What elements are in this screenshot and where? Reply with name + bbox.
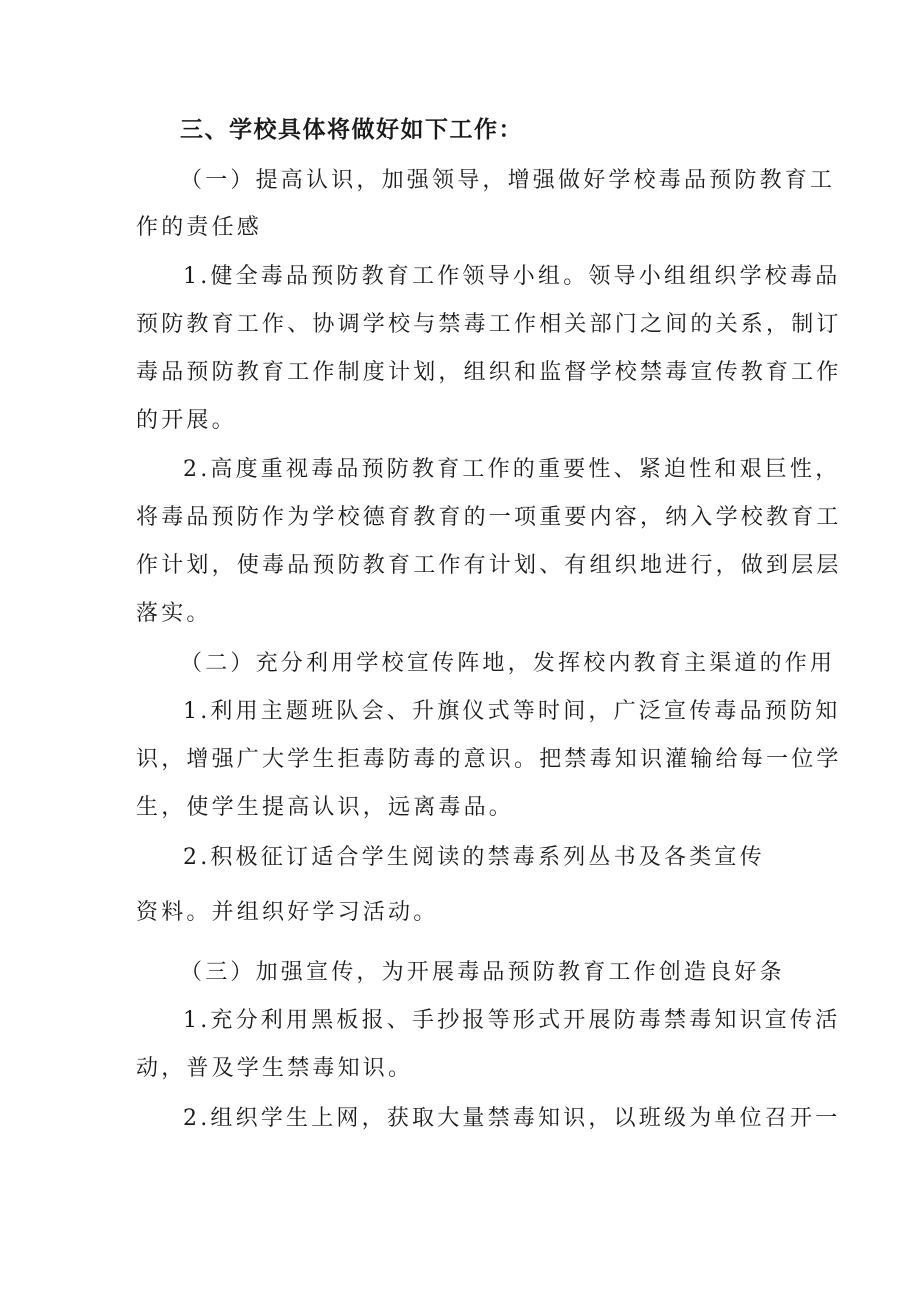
paragraph-3-2-line-1: 2.组织学生上网，获取大量禁毒知识，以班级为单位召开一 <box>183 1106 841 1131</box>
paragraph-1-1-line-1: 1.健全毒品预防教育工作领导小组。领导小组组织学校毒品 <box>183 264 841 289</box>
paragraph-1-1-line-4: 的开展。 <box>136 408 237 433</box>
paragraph-2-2-line-2: 资料。并组织好学习活动。 <box>136 900 439 925</box>
subsection-title-1-line-1: （一）提高认识，加强领导，增强做好学校毒品预防教育工 <box>180 168 836 193</box>
paragraph-1-2-line-1: 2.高度重视毒品预防教育工作的重要性、紧迫性和艰巨性， <box>183 457 841 482</box>
paragraph-2-2-line-1: 2.积极征订适合学生阅读的禁毒系列丛书及各类宣传 <box>183 845 765 870</box>
subsection-title-1-line-2: 作的责任感 <box>136 215 263 240</box>
paragraph-1-1-line-3: 毒品预防教育工作制度计划，组织和监督学校禁毒宣传教育工作 <box>136 360 842 385</box>
section-heading: 三、学校具体将做好如下工作： <box>180 116 523 143</box>
paragraph-3-1-line-2: 动，普及学生禁毒知识。 <box>136 1056 414 1081</box>
paragraph-2-1-line-3: 生，使学生提高认识，远离毒品。 <box>136 795 515 820</box>
paragraph-1-1-line-2: 预防教育工作、协调学校与禁毒工作相关部门之间的关系，制订 <box>136 312 842 337</box>
paragraph-1-2-line-3: 作计划，使毒品预防教育工作有计划、有组织地进行，做到层层 <box>136 553 842 578</box>
paragraph-3-1-line-1: 1.充分利用黑板报、手抄报等形式开展防毒禁毒知识宣传活 <box>183 1008 841 1033</box>
paragraph-2-1-line-1: 1.利用主题班队会、升旗仪式等时间，广泛宣传毒品预防知 <box>183 699 841 724</box>
subsection-title-3: （三）加强宣传，为开展毒品预防教育工作创造良好条 <box>180 960 785 985</box>
subsection-title-2: （二）充分利用学校宣传阵地，发挥校内教育主渠道的作用 <box>180 651 836 676</box>
paragraph-2-1-line-2: 识，增强广大学生拒毒防毒的意识。把禁毒知识灌输给每一位学 <box>136 747 842 772</box>
paragraph-1-2-line-2: 将毒品预防作为学校德育教育的一项重要内容，纳入学校教育工 <box>136 505 842 530</box>
paragraph-1-2-line-4: 落实。 <box>136 601 212 626</box>
